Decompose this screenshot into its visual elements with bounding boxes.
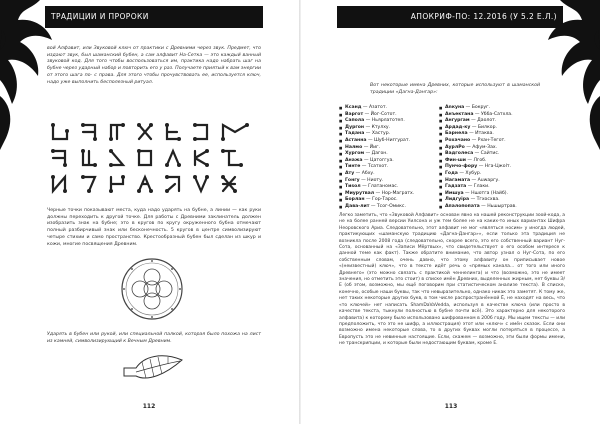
list-item: ■ Тадана — Хастур. (339, 131, 414, 138)
list-item: ■ Ату — Абху. (339, 171, 414, 178)
list-item: ■ Гонгу — Ниоту. (339, 178, 414, 185)
list-item: ■ Лидгуiра — Тгхосхва. (439, 197, 517, 204)
list-item: ■ Фин-ши — Лгоб. (439, 158, 517, 165)
list-item: ■ Анажа — Цатоггуа. (339, 158, 414, 165)
list-item: ■ Барнела — Итаква. (439, 131, 517, 138)
right-body-text: Легко заметить, что «Звуковой Алфавит» основан явно на нашей реконструкции зоой-кода, а не на более ранней версии Уилсона и уж тем более не на каких-то иных вариантах Шифра Неоровского Ариа. Следовательно, этот алфавит не мог «являться носим» у иногда людей, практикующих «шаманскую традицию «Дагна-Дангар»», если только эта традиция не возникла после 2008 года (следовательно, скорее всего, это его собственный вариант Нуг-Сота, основанный на «Записи Мёртвых», что свидетельствует о его особом интересе к данной теме как факт). Также обратите внимание, что автор узнал о Нуг-Сотa, по его собственным словам, очень давно, что этому алфавиту он приписывает новое «(неизвестный) ключ», что в тексте идёт речь о «прямых канала... от того или иного Древнего» (это можно связать с практикой ченнелинга) и что (возможно, это не имеет значения, но отметить это стоит) в списке имён Древних, выделенных жирным, нет буквы Э/Е (об этом, возможно, мы ещё поговорим при статистическом анализе текста). В списке, конечно, особые наши буквы, так что невыразительно, однако никак это заметят. К тому же, нет таких некоторые других букв, в том числе распространённой Ё, не находят на весь, что «то ключей» нет написать ShamDaVaVedda, используя в качестве ключа (или просто в качестве текста, тыкнули полностью в бубне почти всё). Это характерно для некоторого алфавита) к которому было использовано шифрованном в 2006 году. Мы ищем тексты — или предположить, что это не шифр, а иллюстрация) этот или «ключ» с имён сказок. Если они возможно имена некоторые слова, то в других буквах могли потеряться в процессе, а Европусть это не невинные настоящие. Если, скажем — возможно, эти были формы имени, не транскрипции, и которые были недостающим буквам, кроме Е. (339, 213, 565, 347)
list-item: ■ Вадголеса — Сайтиc. (439, 151, 517, 158)
list-item: ■ Анъектана — Убба-Сатхла. (439, 112, 517, 119)
list-item: ■ Рохачано — Рхан-Тегот. (439, 138, 517, 145)
list-item: ■ АурлРо — Афум-Зах. (439, 145, 517, 152)
sigil-grid (47, 121, 259, 205)
list-item: ■ Ангургам — Даолот. (439, 118, 517, 125)
right-page-number: 113 (444, 403, 458, 410)
list-item: ■ Дургон — Ктулху. (339, 125, 414, 132)
list-item: ■ Дава-лит — Тсог-Омикс. (339, 204, 414, 211)
leaf-beater-icon (122, 352, 184, 392)
list-item: ■ Года — Хубур. (439, 171, 517, 178)
list-item: ■ Тинте — Тсатхот. (339, 164, 414, 171)
list-item: ■ Пунчо-фору — Нга-Цжоlт. (439, 164, 517, 171)
right-page (301, 0, 600, 424)
list-item: ■ Сапола — Ньярлатотеп. (339, 118, 414, 125)
list-item: ■ Гадзата — Глаки. (439, 184, 517, 191)
list-item: ■ Тиsол — Глатаномас. (339, 184, 414, 191)
list-item: ■ Борлан — Гор-Тарос. (339, 197, 414, 204)
left-text-mid: Черные точки показывают места, куда надо ударять на бубне, а линии — как руки должны переходить к другой точке. Для работы с Древними заклинатель должен изобразить знак на бубне; это в кругов по кругу окруженного бубна отмечают полный разбирчивый знак или бесконечность. 5 кругов в центре символизируют четыре стихии и само пространство. Крестообразный бубен был сделан из шкур и кожи, многие посвящения Древним. (47, 208, 261, 247)
list-item: ■ Астанна — Шуб-Ниггурат. (339, 138, 414, 145)
right-intro: Вот некоторые имена Древних, которые используют в шаманской традиции «Дагна-Дангар»: (370, 83, 540, 95)
names-column-2 (439, 105, 517, 211)
list-item: ■ Нагамата — Аuwаргу. (439, 178, 517, 185)
left-running-header: ТРАДИЦИИ И ПРОРОКИ (45, 6, 263, 28)
list-item: ■ Имшуа — Ншотга (Найб). (439, 191, 517, 198)
list-item: ■ Апалопопата — Ньшыртрав. (439, 204, 517, 211)
list-item: ■ Налмо — Йиг. (339, 145, 414, 152)
left-page (0, 0, 299, 424)
tribal-flourish-icon (538, 0, 600, 150)
drum-icon (119, 256, 185, 322)
list-item: ■ Миурутвал — Нор-Магратх. (339, 191, 414, 198)
left-text-top: вой Алфавит, или Звуковой ключ от практики с Древними через звук. Предмет, что издают звук, был шаманский бубен, а сам алфавит На-Сетка — это каждый ванный звуковой код. Для того чтобы воспользоваться им, практика надо набрать шаг на бубне через ударный набор и повторить его у раз. Получаете приятый к вам энергии от этого шага по- с права. Для этого чтобы прочувствовать ее, используется ключ, надо уже выполнить бесполезный ритуал. (47, 46, 261, 85)
names-column-1 (339, 105, 414, 211)
list-item: ■ Хургом — Дагон. (339, 151, 414, 158)
right-running-header: АПОКРИФ-ПО: 12.2016 (У 5.2 Е.Л.) (337, 6, 563, 28)
left-text-bottom: Ударять в бубен или рукой, или специальной палкой, которая было похожа на лист из камней, символизирующий к Вечным Древним. (47, 332, 261, 344)
list-item: ■ Варгот — Йог-Сотот. (339, 112, 414, 119)
list-item: ■ Аnкуна — Бокруг. (439, 105, 517, 112)
list-item: ■ Ардад-ку — Билкор. (439, 125, 517, 132)
list-item: ■ Ксанд — Азатот. (339, 105, 414, 112)
sigil-icon (47, 121, 259, 205)
left-page-number: 112 (142, 403, 156, 410)
